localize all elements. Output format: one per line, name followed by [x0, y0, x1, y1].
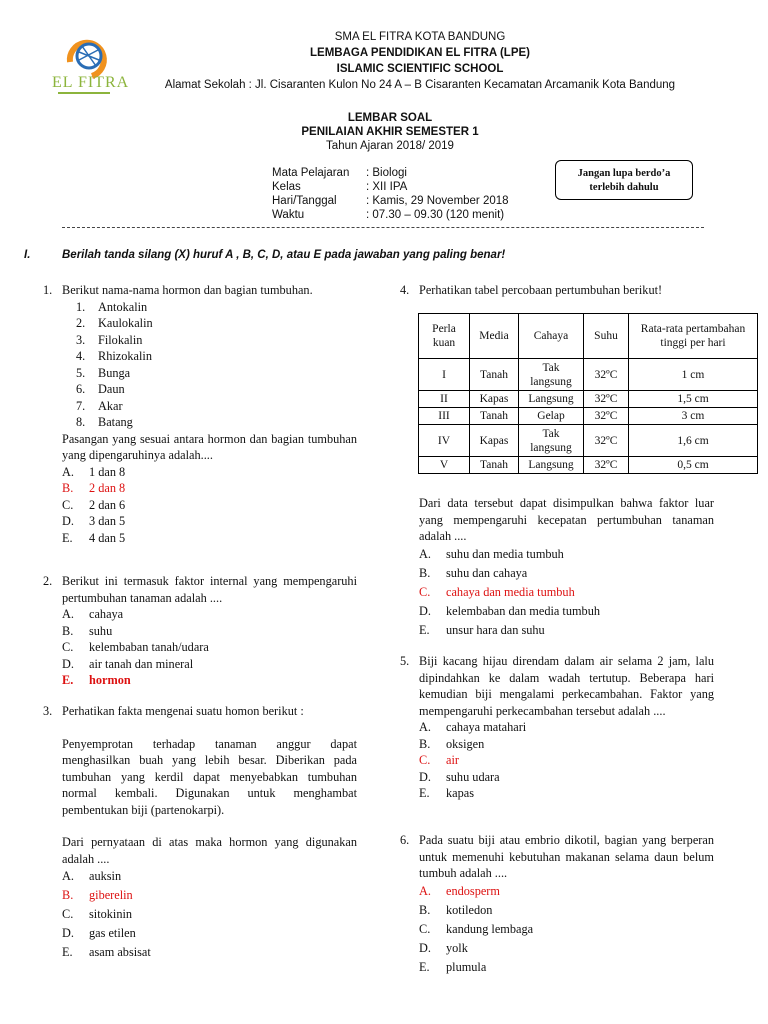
table-cell: II: [419, 391, 470, 408]
school-address: Alamat Sekolah : Jl. Cisaranten Kulon No 24 A – B Cisaranten Kecamatan Arcamanik Kota Bandung: [164, 79, 676, 91]
table-row: [419, 391, 758, 408]
question-4-prompt: [419, 495, 714, 640]
option-e[interactable]: [419, 958, 714, 977]
table-cell: 32ºC: [584, 457, 629, 474]
option-letter: B.: [62, 888, 74, 902]
table-header-row: [419, 314, 758, 359]
table-cell: Gelap: [519, 408, 584, 425]
option-a[interactable]: [62, 606, 357, 623]
option-c-answer[interactable]: [419, 583, 714, 602]
option-text: 1 dan 8: [89, 464, 126, 479]
option-text: asam absisat: [89, 945, 151, 959]
option-text: cahaya dan media tumbuh: [446, 584, 575, 599]
table-row: [419, 425, 758, 457]
item-number: 2.: [76, 316, 86, 330]
question-prompt: Dari pernyataan di atas maka hormon yang digunakan adalah ....: [62, 835, 357, 866]
option-letter: A.: [62, 464, 74, 479]
option-b[interactable]: [419, 736, 714, 753]
school-name: SMA EL FITRA KOTA BANDUNG: [334, 31, 506, 43]
question-3: [43, 703, 357, 962]
item-text: Antokalin: [98, 299, 148, 314]
option-letter: C.: [419, 753, 431, 767]
option-text: 4 dan 5: [89, 530, 126, 545]
table-cell: 1 cm: [629, 359, 758, 391]
academic-year: Tahun Ajaran 2018/ 2019: [326, 140, 454, 152]
option-letter: B.: [62, 481, 74, 495]
option-letter: D.: [419, 769, 431, 784]
option-e[interactable]: [62, 530, 357, 547]
question-prompt: Dari data tersebut dapat disimpulkan bahwa faktor luar yang mempengaruhi kecepatan pertumbuhan tanaman adalah ....: [419, 496, 714, 543]
option-text: suhu dan media tumbuh: [446, 546, 564, 561]
question-passage: Penyemprotan terhadap tanaman anggur dapat menghasilkan buah yang lebih besar. Diberikan pada tumbuhan yang kerdil dapat menyebabkan tumbuhan normal kembali. Digunakan untuk menghambat pembentukan biji (partenokarpi).: [62, 736, 357, 817]
option-letter: C.: [419, 584, 431, 599]
option-letter: E.: [419, 959, 430, 974]
school-logo: [52, 30, 132, 100]
option-text: giberelin: [89, 888, 133, 902]
option-d[interactable]: [62, 656, 357, 673]
item-text: Batang: [98, 415, 133, 429]
prayer-reminder-box: [555, 160, 693, 200]
option-text: cahaya: [89, 607, 124, 621]
question-4: [400, 282, 714, 299]
option-letter: D.: [62, 926, 74, 940]
table-row: [419, 408, 758, 425]
question-stem: Perhatikan tabel percobaan pertumbuhan berikut!: [419, 283, 663, 297]
program-name: ISLAMIC SCIENTIFIC SCHOOL: [336, 63, 504, 75]
option-letter: E.: [62, 673, 74, 687]
question-number: 5.: [400, 654, 410, 668]
option-letter: A.: [419, 883, 431, 898]
option-a-answer[interactable]: [419, 882, 714, 901]
reminder-line-1: Jangan lupa berdo’a: [577, 168, 671, 179]
item-number: 5.: [76, 365, 86, 380]
meta-value-date: : Kamis, 29 November 2018: [366, 195, 509, 207]
option-a[interactable]: [419, 719, 714, 736]
item-text: Bunga: [98, 365, 131, 380]
option-d[interactable]: [419, 769, 714, 786]
option-text: air: [446, 753, 459, 767]
table-cell: V: [419, 457, 470, 474]
item-text: Kaulokalin: [98, 316, 153, 330]
option-text: cahaya matahari: [446, 720, 527, 734]
option-d[interactable]: [419, 602, 714, 621]
item-number: 4.: [76, 349, 86, 363]
option-text: plumula: [446, 959, 487, 974]
option-text: suhu udara: [446, 769, 500, 784]
option-letter: E.: [419, 786, 430, 800]
logo-text: EL FITRA: [52, 74, 130, 91]
option-d[interactable]: [419, 939, 714, 958]
experiment-table: [418, 313, 758, 474]
table-cell: 32ºC: [584, 359, 629, 391]
option-text: gas etilen: [89, 926, 136, 940]
option-b[interactable]: [419, 564, 714, 583]
table-cell: Tak langsung: [519, 425, 584, 457]
option-text: 2 dan 6: [89, 497, 126, 512]
option-text: sitokinin: [89, 907, 133, 921]
foundation-name: LEMBAGA PENDIDIKAN EL FITRA (LPE): [310, 47, 530, 59]
item-number: 7.: [76, 398, 86, 413]
table-cell: 3 cm: [629, 408, 758, 425]
option-letter: A.: [419, 720, 431, 734]
option-c-answer[interactable]: [419, 752, 714, 769]
option-letter: A.: [419, 546, 431, 561]
header-divider: [62, 227, 704, 228]
option-text: endosperm: [446, 883, 500, 898]
table-cell: Langsung: [519, 391, 584, 408]
option-d[interactable]: [62, 513, 357, 530]
reminder-line-2: terlebih dahulu: [589, 182, 659, 193]
question-stem: Pada suatu biji atau embrio dikotil, bagian yang berperan untuk memenuhi kebutuhan makanan selama daun belum tumbuh adalah ....: [419, 833, 714, 880]
meta-label-time: Waktu: [272, 209, 305, 221]
option-text: auksin: [89, 869, 122, 883]
option-letter: B.: [419, 736, 431, 751]
table-cell: Kapas: [470, 425, 519, 457]
question-number: 3.: [43, 704, 53, 718]
question-1: [43, 282, 357, 546]
option-b-answer[interactable]: [62, 886, 357, 905]
list-item: [62, 332, 357, 349]
logo-underline: [58, 92, 110, 94]
list-item: [62, 381, 357, 398]
option-letter: D.: [62, 514, 74, 528]
option-text: 3 dan 5: [89, 514, 126, 528]
table-row: [419, 359, 758, 391]
question-stem: Biji kacang hijau direndam dalam air selama 2 jam, lalu dipindahkan ke dalam wadah tertutup. Beberapa hari kemudian biji mengalami perkecambahan. Faktor yang mempengaruhi perkecambahan tersebut adalah ....: [419, 654, 714, 718]
option-text: 2 dan 8: [89, 481, 126, 495]
table-cell: 1,5 cm: [629, 391, 758, 408]
list-item: [62, 299, 357, 316]
list-item: [62, 414, 357, 431]
table-cell: 0,5 cm: [629, 457, 758, 474]
table-cell: Langsung: [519, 457, 584, 474]
meta-label-subject: Mata Pelajaran: [272, 167, 350, 179]
list-item: [62, 398, 357, 415]
item-text: Filokalin: [98, 332, 143, 347]
option-b[interactable]: [62, 623, 357, 640]
instruction: [24, 249, 505, 261]
option-letter: E.: [419, 622, 430, 637]
option-letter: D.: [419, 603, 431, 618]
option-e-answer[interactable]: [62, 672, 357, 689]
question-number: 4.: [400, 283, 410, 297]
option-text: hormon: [89, 673, 131, 687]
option-letter: C.: [62, 907, 74, 921]
table-header: Suhu: [584, 314, 629, 359]
item-number: 6.: [76, 382, 86, 396]
option-a[interactable]: [62, 464, 357, 481]
table-cell: Tak langsung: [519, 359, 584, 391]
question-number: 2.: [43, 574, 53, 588]
list-item: [62, 365, 357, 382]
meta-value-subject: : Biologi: [366, 167, 407, 179]
meta-value-time: : 07.30 – 09.30 (120 menit): [366, 209, 505, 221]
question-stem: Berikut nama-nama hormon dan bagian tumbuhan.: [62, 283, 313, 297]
option-letter: D.: [62, 656, 74, 671]
option-d[interactable]: [62, 924, 357, 943]
question-stem: Berikut ini termasuk faktor internal yang mempengaruhi pertumbuhan tanaman adalah ....: [62, 574, 357, 605]
option-letter: C.: [62, 497, 74, 512]
option-text: kandung lembaga: [446, 921, 534, 936]
option-letter: C.: [62, 640, 74, 654]
exam-title: PENILAIAN AKHIR SEMESTER 1: [301, 126, 479, 138]
meta-label-class: Kelas: [272, 181, 301, 193]
option-text: kapas: [446, 786, 474, 800]
option-c[interactable]: [62, 905, 357, 924]
sheet-title: LEMBAR SOAL: [347, 112, 433, 124]
option-letter: A.: [62, 607, 74, 621]
option-text: suhu: [89, 623, 113, 638]
table-cell: Tanah: [470, 408, 519, 425]
option-a[interactable]: [419, 545, 714, 564]
option-c[interactable]: [62, 497, 357, 514]
option-e[interactable]: [419, 785, 714, 802]
item-number: 8.: [76, 415, 86, 429]
option-text: unsur hara dan suhu: [446, 622, 545, 637]
table-cell: Tanah: [470, 359, 519, 391]
option-text: kotiledon: [446, 902, 493, 917]
table-cell: 32ºC: [584, 425, 629, 457]
option-b[interactable]: [419, 901, 714, 920]
item-text: Akar: [98, 398, 123, 413]
question-number: 6.: [400, 833, 410, 847]
option-text: air tanah dan mineral: [89, 656, 194, 671]
meta-value-class: : XII IPA: [366, 181, 408, 193]
item-text: Daun: [98, 382, 125, 396]
option-text: oksigen: [446, 736, 485, 751]
option-c[interactable]: [62, 639, 357, 656]
table-cell: 32ºC: [584, 391, 629, 408]
question-2: [43, 573, 357, 689]
option-letter: A.: [62, 869, 74, 883]
table-cell: 32ºC: [584, 408, 629, 425]
table-header: Media: [470, 314, 519, 359]
table-header: Cahaya: [519, 314, 584, 359]
instruction-text: Berilah tanda silang (X) huruf A , B, C, D, atau E pada jawaban yang paling benar!: [62, 249, 506, 261]
table-header: Perla kuan: [419, 314, 470, 359]
option-text: kelembaban tanah/udara: [89, 640, 209, 654]
option-text: yolk: [446, 940, 468, 955]
option-letter: E.: [62, 945, 73, 959]
option-letter: B.: [419, 565, 431, 580]
option-c[interactable]: [419, 920, 714, 939]
table-cell: I: [419, 359, 470, 391]
item-number: 1.: [76, 299, 86, 314]
question-number: 1.: [43, 283, 53, 297]
list-item: [62, 348, 357, 365]
table-row: [419, 457, 758, 474]
item-text: Rhizokalin: [98, 349, 152, 363]
item-number: 3.: [76, 332, 86, 347]
question-6: [400, 832, 714, 977]
list-item: [62, 315, 357, 332]
option-letter: B.: [419, 902, 431, 917]
question-stem: Perhatikan fakta mengenai suatu homon berikut :: [62, 704, 304, 718]
table-cell: IV: [419, 425, 470, 457]
option-e[interactable]: [419, 621, 714, 640]
instruction-number: I.: [24, 249, 31, 261]
option-letter: C.: [419, 921, 431, 936]
table-cell: Kapas: [470, 391, 519, 408]
table-cell: Tanah: [470, 457, 519, 474]
meta-label-date: Hari/Tanggal: [272, 195, 337, 207]
option-letter: D.: [419, 940, 431, 955]
option-text: kelembaban dan media tumbuh: [446, 603, 601, 618]
option-text: suhu dan cahaya: [446, 565, 528, 580]
question-prompt: Pasangan yang sesuai antara hormon dan bagian tumbuhan yang dipengaruhinya adalah....: [62, 431, 357, 462]
option-letter: B.: [62, 623, 74, 638]
table-cell: III: [419, 408, 470, 425]
option-e[interactable]: [62, 943, 357, 962]
option-letter: E.: [62, 530, 73, 545]
option-b-answer[interactable]: [62, 480, 357, 497]
question-5: [400, 653, 714, 802]
table-header: Rata-rata pertambahan tinggi per hari: [629, 314, 758, 359]
table-cell: 1,6 cm: [629, 425, 758, 457]
option-a[interactable]: [62, 867, 357, 886]
